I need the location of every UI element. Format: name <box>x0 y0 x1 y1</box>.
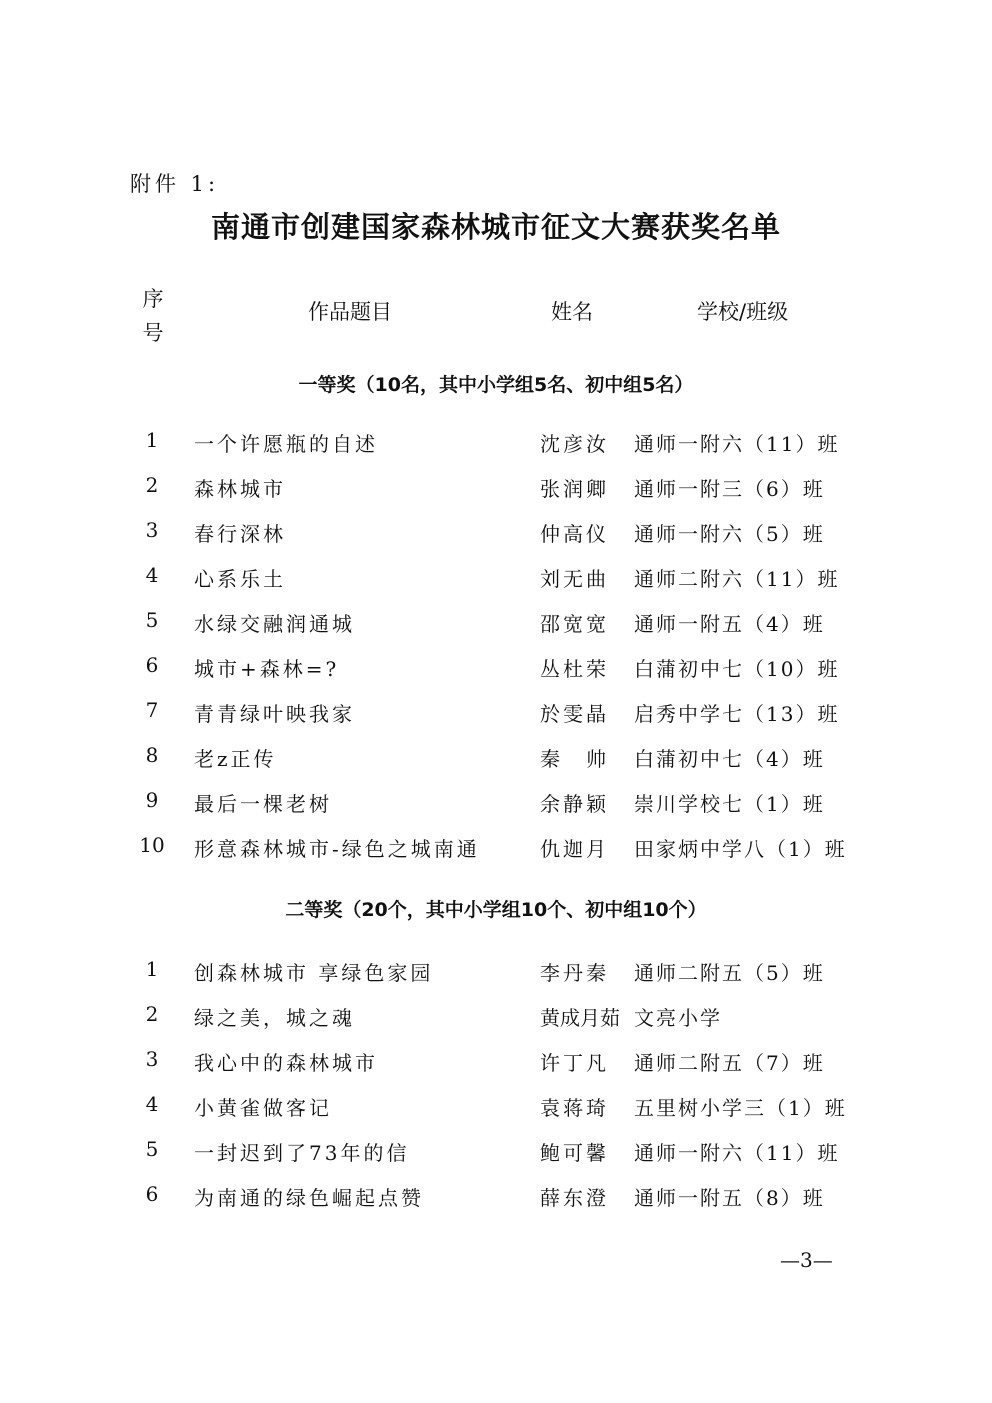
row-work-title: 绿之美，城之魂 <box>194 1006 355 1030</box>
row-work-title: 老z正传 <box>194 747 277 771</box>
header-serial-number <box>138 282 168 350</box>
row-number: 3 <box>145 518 159 542</box>
row-name: 刘无曲 <box>540 567 609 591</box>
row-name: 许丁凡 <box>540 1051 609 1075</box>
row-name: 李丹秦 <box>540 961 609 985</box>
row-name: 黄成月茹 <box>540 1006 620 1030</box>
row-school: 白蒲初中七（10）班 <box>634 657 840 681</box>
row-work-title: 创森林城市 享绿色家园 <box>194 961 434 985</box>
table-row <box>0 608 992 640</box>
row-school: 通师二附六（11）班 <box>634 567 840 591</box>
row-work-title: 春行深林 <box>194 522 286 546</box>
table-row <box>0 698 992 730</box>
row-school: 通师一附五（8）班 <box>634 1186 825 1210</box>
row-work-title: 一个许愿瓶的自述 <box>194 432 378 456</box>
row-number: 6 <box>145 1182 159 1206</box>
row-number: 6 <box>145 653 159 677</box>
table-row <box>0 518 992 550</box>
table-row <box>0 653 992 685</box>
row-school: 通师一附六（11）班 <box>634 432 840 456</box>
row-name: 仲高仪 <box>540 522 609 546</box>
row-school: 崇川学校七（1）班 <box>634 792 825 816</box>
row-name: 薛东澄 <box>540 1186 609 1210</box>
row-name: 余静颖 <box>540 792 609 816</box>
row-work-title: 形意森林城市-绿色之城南通 <box>194 837 480 861</box>
header-school: 学校/班级 <box>697 300 789 324</box>
row-name: 张润卿 <box>540 477 609 501</box>
table-row <box>0 1092 992 1124</box>
row-school: 通师二附五（7）班 <box>634 1051 825 1075</box>
document-title: 南通市创建国家森林城市征文大赛获奖名单 <box>210 210 781 244</box>
row-name: 丛杜荣 <box>540 657 609 681</box>
section-heading-second-prize: 二等奖（20个，其中小学组10个、初中组10个） <box>285 899 707 921</box>
row-number: 5 <box>145 608 159 632</box>
row-work-title: 森林城市 <box>194 477 286 501</box>
row-school: 通师一附三（6）班 <box>634 477 825 501</box>
header-serial-line2: 号 <box>142 321 164 345</box>
table-row <box>0 1002 992 1034</box>
row-work-title: 心系乐土 <box>194 567 286 591</box>
row-school: 通师二附五（5）班 <box>634 961 825 985</box>
row-school: 通师一附六（11）班 <box>634 1141 840 1165</box>
table-row <box>0 1137 992 1169</box>
row-work-title: 最后一棵老树 <box>194 792 332 816</box>
row-number: 10 <box>139 833 165 857</box>
row-name: 袁蒋琦 <box>540 1096 609 1120</box>
table-row <box>0 743 992 775</box>
row-number: 7 <box>145 698 159 722</box>
row-name: 秦 帅 <box>540 747 609 771</box>
row-school: 通师一附五（4）班 <box>634 612 825 636</box>
row-name: 沈彦汝 <box>540 432 609 456</box>
header-serial-line1: 序 <box>142 287 164 311</box>
row-number: 5 <box>145 1137 159 1161</box>
row-work-title: 为南通的绿色崛起点赞 <box>194 1186 424 1210</box>
row-number: 4 <box>145 1092 159 1116</box>
page-number: —3— <box>780 1248 833 1272</box>
row-work-title: 青青绿叶映我家 <box>194 702 355 726</box>
row-school: 田家炳中学八（1）班 <box>634 837 847 861</box>
row-work-title: 城市+森林=? <box>194 657 340 681</box>
row-number: 1 <box>145 957 159 981</box>
row-number: 3 <box>145 1047 159 1071</box>
table-row <box>0 788 992 820</box>
header-work-title: 作品题目 <box>308 300 392 324</box>
row-number: 2 <box>145 1002 159 1026</box>
row-number: 1 <box>145 428 159 452</box>
table-row <box>0 563 992 595</box>
table-row <box>0 1182 992 1214</box>
row-name: 鲍可馨 <box>540 1141 609 1165</box>
row-name: 於雯晶 <box>540 702 609 726</box>
row-school: 通师一附六（5）班 <box>634 522 825 546</box>
section-heading-first-prize: 一等奖（10名，其中小学组5名、初中组5名） <box>298 374 694 396</box>
row-work-title: 小黄雀做客记 <box>194 1096 332 1120</box>
row-number: 9 <box>145 788 159 812</box>
row-number: 8 <box>145 743 159 767</box>
table-row <box>0 1047 992 1079</box>
header-name: 姓名 <box>551 300 593 324</box>
table-row <box>0 833 992 865</box>
row-name: 邵宽宽 <box>540 612 609 636</box>
row-name: 仇迦月 <box>540 837 609 861</box>
row-school: 文亮小学 <box>634 1006 722 1030</box>
row-school: 启秀中学七（13）班 <box>634 702 840 726</box>
row-work-title: 水绿交融润通城 <box>194 612 355 636</box>
row-number: 2 <box>145 473 159 497</box>
row-school: 白蒲初中七（4）班 <box>634 747 825 771</box>
table-row <box>0 428 992 460</box>
row-number: 4 <box>145 563 159 587</box>
attachment-label: 附件 1: <box>130 172 220 196</box>
table-row <box>0 957 992 989</box>
table-row <box>0 473 992 505</box>
row-work-title: 我心中的森林城市 <box>194 1051 378 1075</box>
row-school: 五里树小学三（1）班 <box>634 1096 847 1120</box>
row-work-title: 一封迟到了73年的信 <box>194 1141 410 1165</box>
